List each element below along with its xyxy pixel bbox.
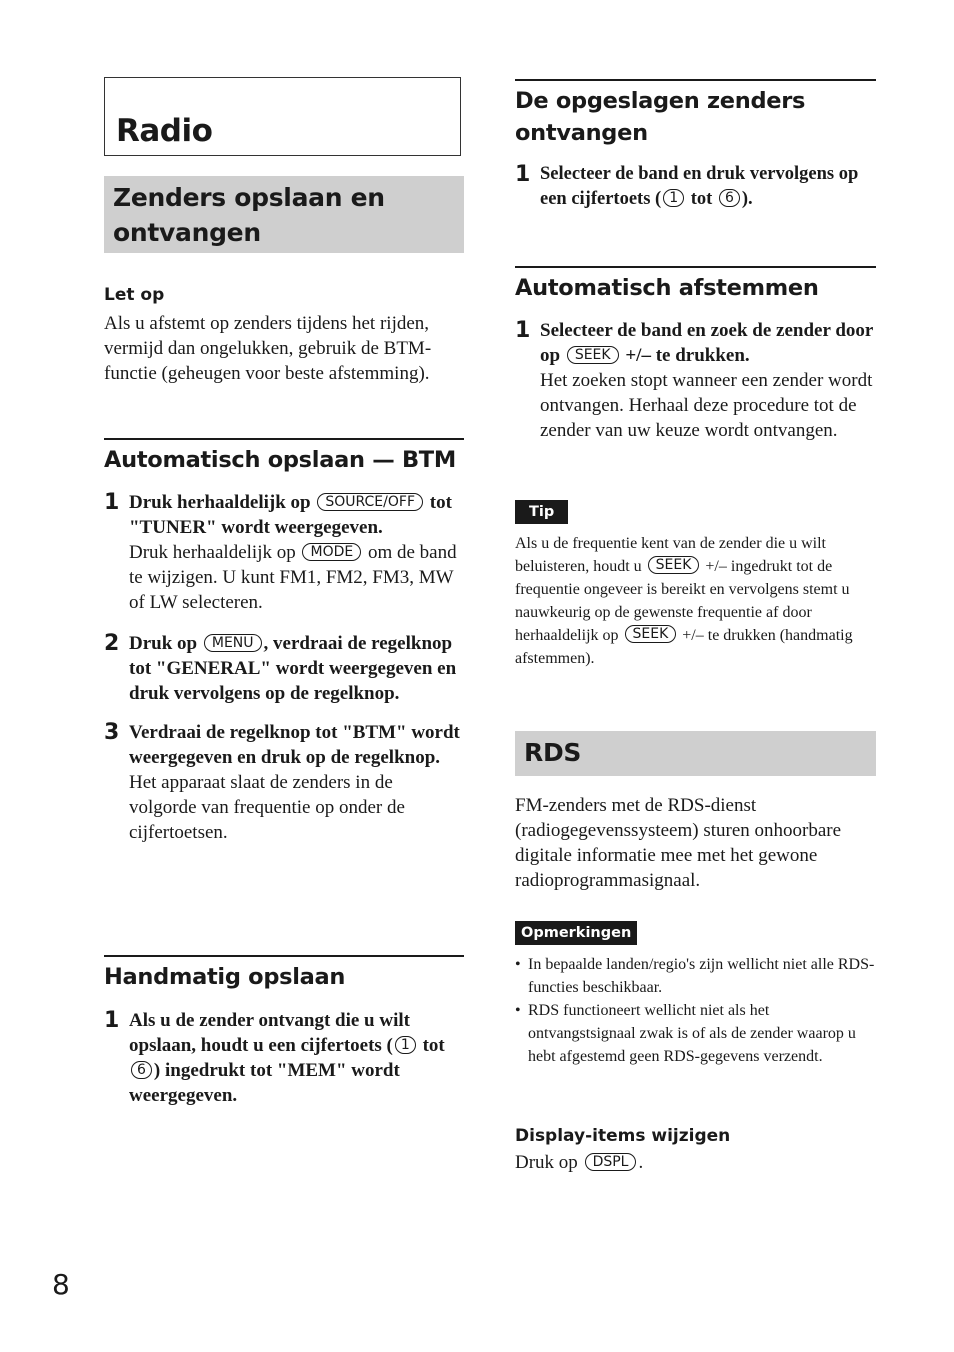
section-heading-auto-tune: Automatisch afstemmen <box>515 266 876 304</box>
bullet-mark: • <box>515 1002 521 1019</box>
page-number: 8 <box>52 1268 70 1301</box>
stored-steps <box>515 162 876 212</box>
step-instruction: Druk op MENU , verdraai de regelknop tot "GENERAL" wordt weergegeven en druk vervolgens op de regelknop. <box>129 633 457 704</box>
step-number: 2 <box>104 631 120 656</box>
step-explanation: Het apparaat slaat de zenders in de volgorde van frequentie op onder de cijfertoetsen. <box>129 772 405 843</box>
notes-block <box>515 921 876 1068</box>
tip-block <box>515 500 876 670</box>
caution-block <box>104 285 464 386</box>
source-off-key: SOURCE/OFF <box>317 493 423 511</box>
step-number: 1 <box>515 162 531 187</box>
step-instruction: Als u de zender ontvangt die u wilt opslaan, houdt u een cijfertoets ( 1 tot 6 ) ingedrukt tot "MEM" wordt weergegeven. <box>129 1010 445 1106</box>
step-item <box>515 162 876 212</box>
section-heading-rds: RDS <box>515 731 876 776</box>
step-item <box>515 318 876 443</box>
step-number: 1 <box>515 318 531 343</box>
display-items-block <box>515 1126 876 1175</box>
section-heading-btm: Automatisch opslaan — BTM <box>104 438 464 476</box>
display-items-heading: Display-items wijzigen <box>515 1126 731 1146</box>
step-instruction: Druk herhaaldelijk op SOURCE/OFF tot "TUNER" wordt weergegeven. <box>129 492 452 538</box>
chapter-title: Radio <box>116 113 213 149</box>
manual-steps <box>104 1008 464 1108</box>
btm-steps <box>104 490 464 845</box>
list-item: • RDS functioneert wellicht niet als het ontvangstsignaal zwak is of als de zender waarop u hebt afgestemd geen RDS-gegevens verzendt. <box>515 999 876 1068</box>
list-item: • In bepaalde landen/regio's zijn wellicht niet alle RDS-functies beschikbaar. <box>515 953 876 999</box>
step-number: 1 <box>104 1008 120 1033</box>
section-heading-manual: Handmatig opslaan <box>104 955 464 993</box>
caution-heading: Let op <box>104 285 165 305</box>
step-item <box>104 1008 464 1108</box>
section-heading-store-receive: Zenders opslaan en ontvangen <box>104 176 464 253</box>
step-explanation: Druk herhaaldelijk op MODE om de band te wijzigen. U kunt FM1, FM2, FM3, MW of LW selecteren. <box>129 542 457 613</box>
step-item <box>104 490 464 615</box>
step-number: 3 <box>104 720 120 745</box>
step-item <box>104 631 464 706</box>
step-instruction: Selecteer de band en druk vervolgens op een cijfertoets ( 1 tot 6 ). <box>540 164 859 209</box>
step-instruction: Selecteer de band en zoek de zender door op SEEK +/– te drukken. <box>540 320 873 366</box>
rds-intro: FM-zenders met de RDS-dienst (radiogegevenssysteem) sturen onhoorbare digitale informatie mee met het gewone radioprogrammasignaal. <box>515 795 842 891</box>
step-number: 1 <box>104 490 120 515</box>
notes-label: Opmerkingen <box>515 921 637 945</box>
chapter-title-box <box>104 77 461 156</box>
section-heading-stored: De opgeslagen zenders ontvangen <box>515 79 876 149</box>
bullet-mark: • <box>515 956 521 973</box>
step-item <box>104 720 464 845</box>
mode-key: MODE <box>302 543 361 561</box>
notes-list <box>515 953 876 1068</box>
preset-key-6: 6 <box>719 189 740 207</box>
preset-key-1: 1 <box>663 189 684 207</box>
caution-text: Als u afstemt op zenders tijdens het rijden, vermijd dan ongelukken, gebruik de BTM-functie (geheugen voor beste afstemming). <box>104 313 432 384</box>
seek-key: SEEK <box>625 625 677 643</box>
preset-key-6: 6 <box>131 1061 152 1079</box>
seek-key: SEEK <box>648 556 700 574</box>
step-explanation: Het zoeken stopt wanneer een zender wordt ontvangen. Herhaal deze procedure tot de zender van uw keuze wordt ontvangen. <box>540 370 873 441</box>
menu-key: MENU <box>204 634 262 652</box>
preset-key-1: 1 <box>395 1036 416 1054</box>
dspl-key: DSPL <box>585 1153 637 1171</box>
tip-label: Tip <box>515 500 568 524</box>
seek-key: SEEK <box>567 346 619 364</box>
step-instruction: Verdraai de regelknop tot "BTM" wordt weergegeven en druk op de regelknop. <box>129 722 460 768</box>
display-items-text: Druk op DSPL . <box>515 1152 644 1173</box>
tip-text: Als u de frequentie kent van de zender die u wilt beluisteren, houdt u SEEK +/– ingedrukt tot de frequentie ongeveer is bereikt en vervolgens stemt u nauwkeurig op de gewenste frequentie af door herhaaldelijk op SEEK +/– te drukken (handmatig afstemmen). <box>515 535 853 667</box>
auto-tune-steps <box>515 318 876 443</box>
